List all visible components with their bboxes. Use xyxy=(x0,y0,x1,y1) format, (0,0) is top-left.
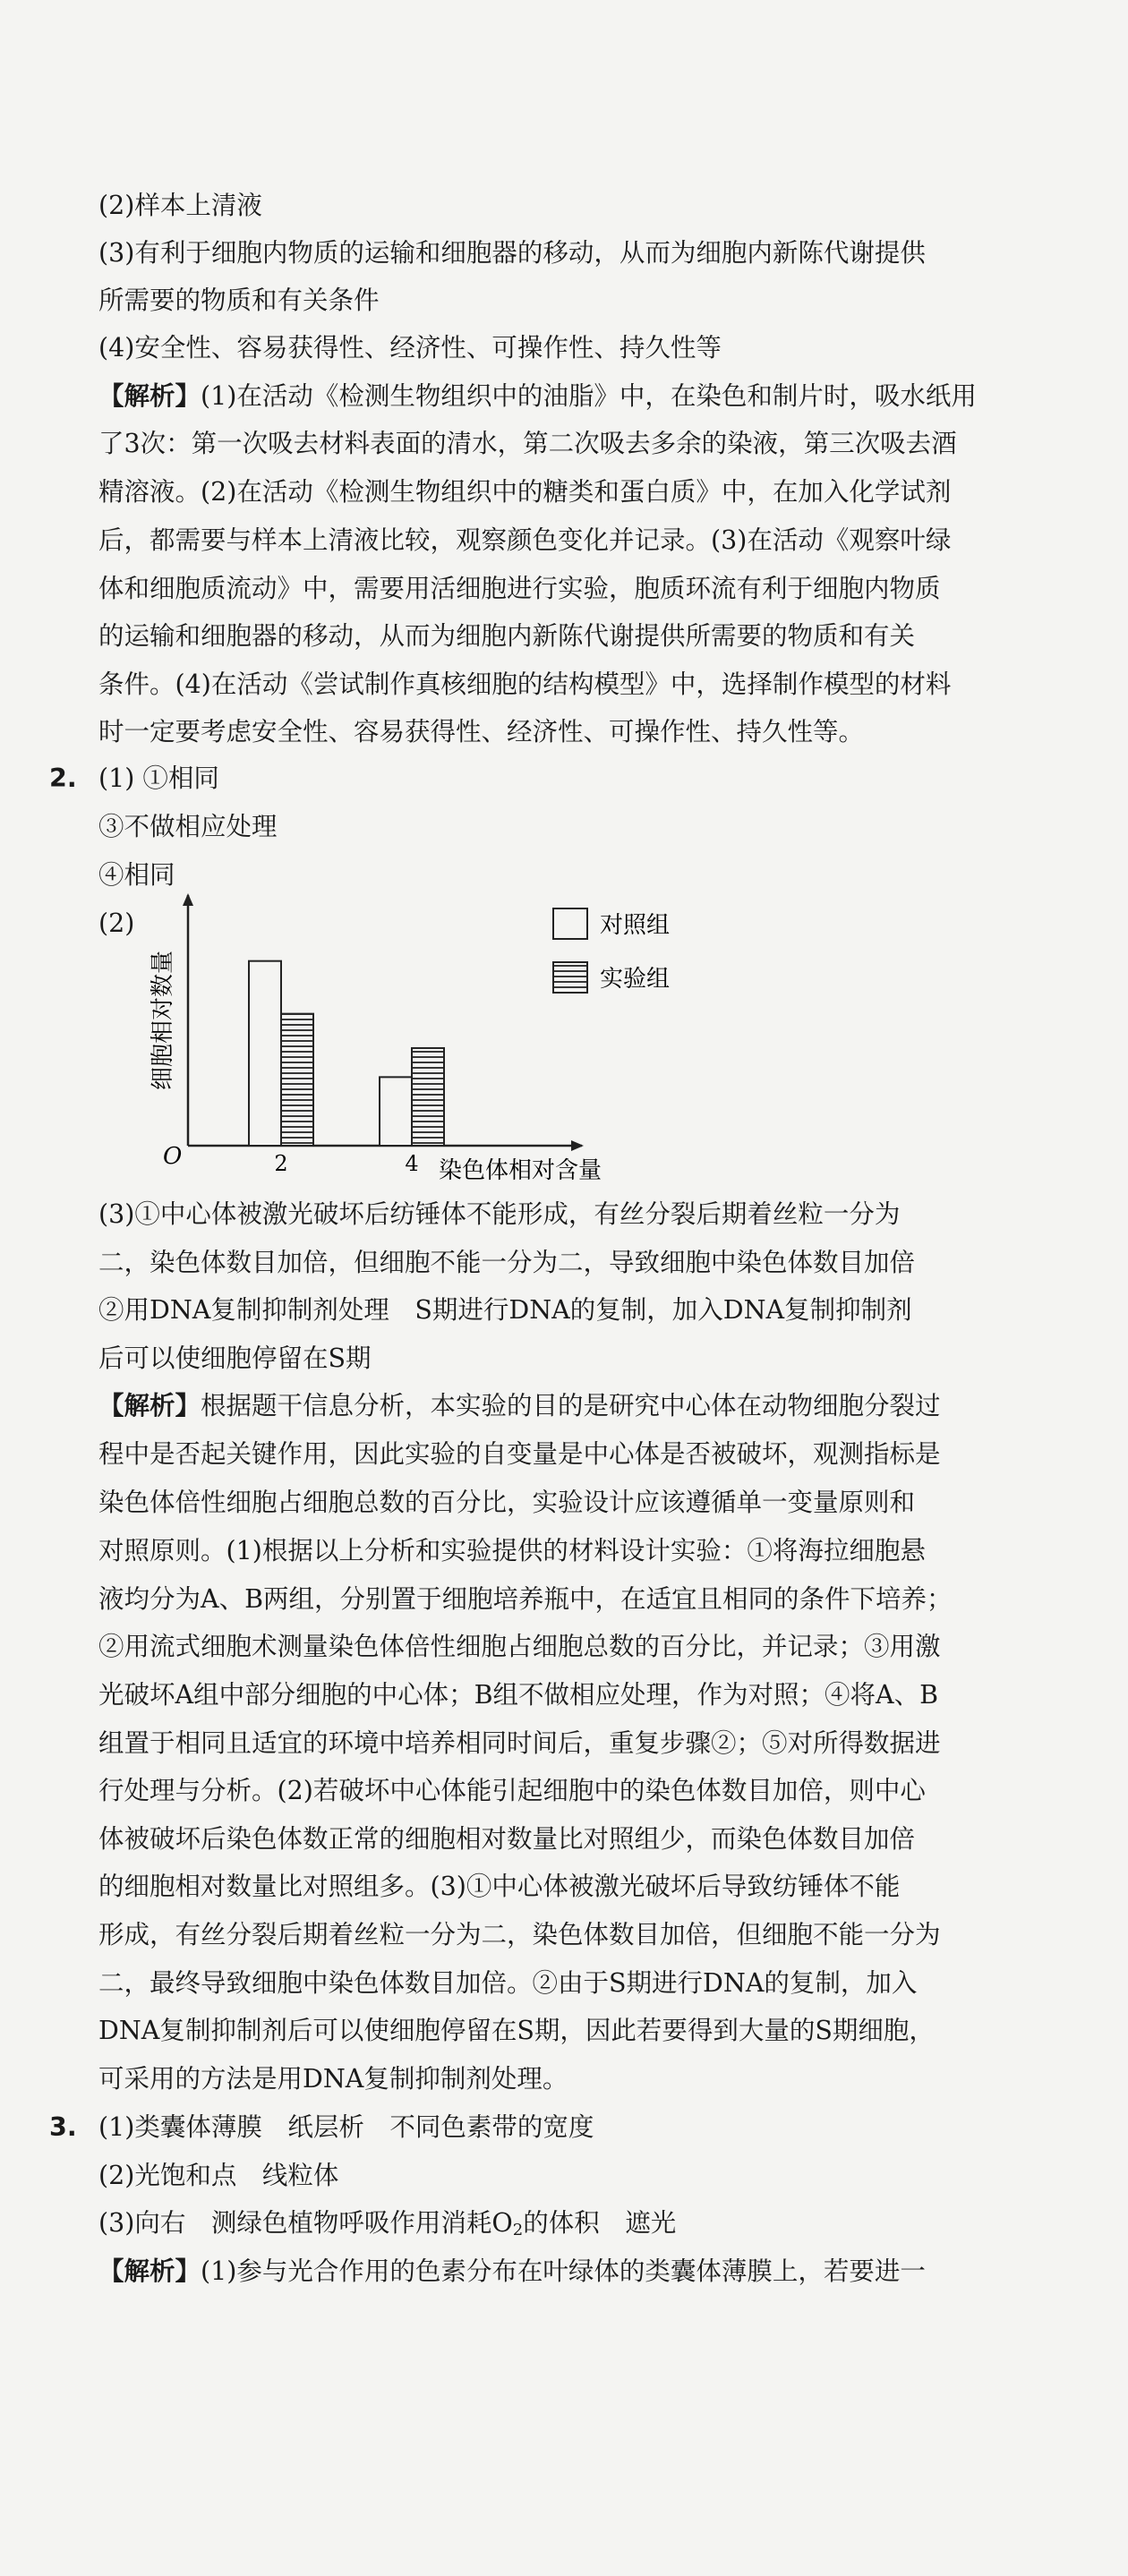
bar-chart xyxy=(0,877,1128,1235)
q1-answer-3-line2: 所需要的物质和有关条件 xyxy=(98,286,380,315)
q1-answer-3-line1: (3)有利于细胞内物质的运输和细胞器的移动，从而为细胞内新陈代谢提供 xyxy=(98,238,926,268)
q1-analysis-line4: 后，都需要与样本上清液比较，观察颜色变化并记录。(3)在活动《观察叶绿 xyxy=(98,525,952,555)
analysis-tag: 【解析】 xyxy=(98,1391,201,1420)
q3-answer-3-tail: 的体积 遮光 xyxy=(523,2208,677,2238)
q2-analysis-line10: 体被破坏后染色体数正常的细胞相对数量比对照组少，而染色体数目加倍 xyxy=(98,1824,916,1854)
q2-answer-3-line3: ②用DNA复制抑制剂处理 S期进行DNA的复制，加入DNA复制抑制剂 xyxy=(98,1295,912,1325)
origin-label: O xyxy=(163,1143,183,1170)
q2-analysis-line3: 染色体倍性细胞占细胞总数的百分比，实验设计应该遵循单一变量原则和 xyxy=(98,1488,916,1517)
q2-analysis-line15: 可采用的方法是用DNA复制抑制剂处理。 xyxy=(98,2064,568,2094)
q2-analysis-line13: 二，最终导致细胞中染色体数目加倍。②由于S期进行DNA的复制，加入 xyxy=(98,1968,918,1998)
q3-number: 3. xyxy=(49,2112,77,2142)
q3-answer-3-text: (3)向右 测绿色植物呼吸作用消耗O xyxy=(98,2208,513,2238)
q1-analysis-text: (1)在活动《检测生物组织中的油脂》中，在染色和制片时，吸水纸用 xyxy=(201,381,977,411)
subscript: 2 xyxy=(512,2221,524,2239)
y-axis-label: 细胞相对数量 xyxy=(150,950,176,1091)
q2-analysis-line8: 组置于相同且适宜的环境中培养相同时间后，重复步骤②；⑤对所得数据进 xyxy=(98,1728,941,1758)
bar-experiment-2 xyxy=(281,1014,313,1146)
legend-label-1: 实验组 xyxy=(600,966,671,993)
q2-answer-1-4: ④相同 xyxy=(98,860,175,890)
analysis-tag: 【解析】 xyxy=(98,2256,201,2286)
q2-analysis-line9: 行处理与分析。(2)若破坏中心体能引起细胞中的染色体数目加倍，则中心 xyxy=(98,1776,926,1805)
q3-answer-3 xyxy=(98,2205,676,2248)
q2-analysis-line1 xyxy=(98,1388,941,1424)
q1-answer-4: (4)安全性、容易获得性、经济性、可操作性、持久性等 xyxy=(98,333,722,363)
q2-analysis-line7: 光破坏A组中部分细胞的中心体；B组不做相应处理，作为对照；④将A、B xyxy=(98,1680,939,1710)
q2-analysis-line11: 的细胞相对数量比对照组多。(3)①中心体被激光破坏后导致纺锤体不能 xyxy=(98,1872,901,1901)
q3-answer-2: (2)光饱和点 线粒体 xyxy=(98,2161,339,2190)
q2-analysis-line5: 液均分为A、B两组，分别置于细胞培养瓶中，在适宜且相同的条件下培养； xyxy=(98,1584,953,1614)
q1-analysis-line8: 时一定要考虑安全性、容易获得性、经济性、可操作性、持久性等。 xyxy=(98,717,865,746)
q1-analysis-line6: 的运输和细胞器的移动，从而为细胞内新陈代谢提供所需要的物质和有关 xyxy=(98,621,916,651)
x-tick-label-2: 2 xyxy=(274,1151,288,1176)
q2-analysis-line2: 程中是否起关键作用，因此实验的自变量是中心体是否被破坏，观测指标是 xyxy=(98,1439,941,1469)
q2-analysis-line12: 形成，有丝分裂后期着丝粒一分为二，染色体数目加倍，但细胞不能一分为 xyxy=(98,1920,941,1949)
q1-analysis-line2: 了3次：第一次吸去材料表面的清水，第二次吸去多余的染液，第三次吸去酒 xyxy=(98,429,957,458)
q3-analysis-line1 xyxy=(98,2254,926,2290)
q2-answer-3-line1: (3)①中心体被激光破坏后纺锤体不能形成，有丝分裂后期着丝粒一分为 xyxy=(98,1199,901,1229)
q2-answer-3-line4: 后可以使细胞停留在S期 xyxy=(98,1343,372,1373)
x-tick-label-4: 4 xyxy=(405,1151,419,1176)
q2-answer-1-1: (1) ①相同 xyxy=(98,763,219,793)
q2-number: 2. xyxy=(49,763,77,793)
bar-experiment-4 xyxy=(412,1048,444,1146)
bar-control-2 xyxy=(249,961,281,1146)
q1-analysis-line7: 条件。(4)在活动《尝试制作真核细胞的结构模型》中，选择制作模型的材料 xyxy=(98,670,952,699)
q2-answer-2-label: (2) xyxy=(98,908,135,938)
q1-analysis-line5: 体和细胞质流动》中，需要用活细胞进行实验，胞质环流有利于细胞内物质 xyxy=(98,574,941,603)
q2-analysis-line4: 对照原则。(1)根据以上分析和实验提供的材料设计实验：①将海拉细胞悬 xyxy=(98,1536,926,1565)
x-axis-label: 染色体相对含量 xyxy=(439,1157,602,1184)
q2-analysis-line14: DNA复制抑制剂后可以使细胞停留在S期，因此若要得到大量的S期细胞， xyxy=(98,2016,935,2045)
q1-answer-2: (2)样本上清液 xyxy=(98,191,262,220)
q2-answer-3-line2: 二，染色体数目加倍，但细胞不能一分为二，导致细胞中染色体数目加倍 xyxy=(98,1248,916,1277)
q2-answer-1-3: ③不做相应处理 xyxy=(98,812,278,841)
legend-label-0: 对照组 xyxy=(600,912,671,939)
q1-analysis-line1 xyxy=(98,379,977,414)
legend-swatch-1 xyxy=(553,962,587,993)
analysis-tag: 【解析】 xyxy=(98,381,201,411)
q2-analysis-text: 根据题干信息分析，本实验的目的是研究中心体在动物细胞分裂过 xyxy=(201,1391,941,1420)
q1-analysis-line3: 精溶液。(2)在活动《检测生物组织中的糖类和蛋白质》中，在加入化学试剂 xyxy=(98,477,952,507)
bar-control-4 xyxy=(380,1077,412,1146)
y-axis-arrow xyxy=(183,893,193,906)
q3-answer-1: (1)类囊体薄膜 纸层析 不同色素带的宽度 xyxy=(98,2112,594,2142)
q3-analysis-text: (1)参与光合作用的色素分布在叶绿体的类囊体薄膜上，若要进一 xyxy=(201,2256,926,2286)
q2-analysis-line6: ②用流式细胞术测量染色体倍性细胞占细胞总数的百分比，并记录；③用激 xyxy=(98,1632,941,1661)
x-axis-arrow xyxy=(571,1140,584,1151)
legend-swatch-0 xyxy=(553,908,587,939)
